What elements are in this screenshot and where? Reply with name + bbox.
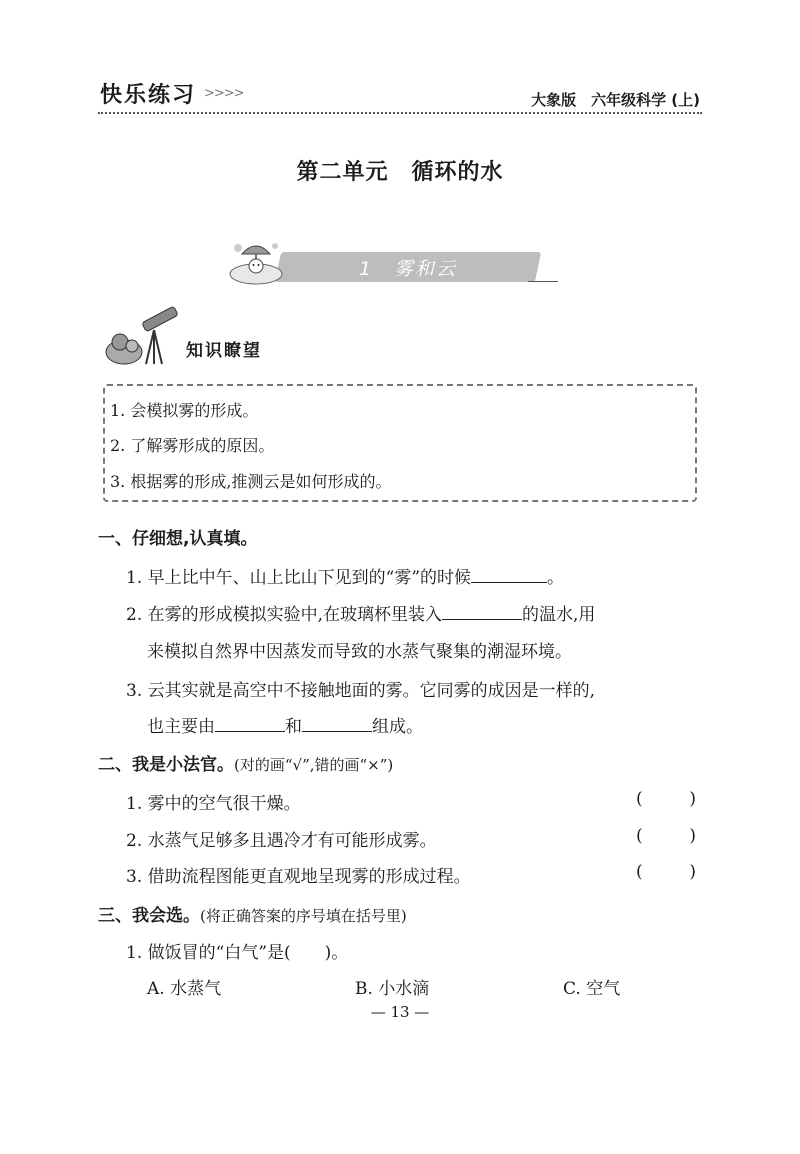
question-text: 。	[547, 568, 565, 588]
paren-close: )	[689, 789, 696, 809]
banner-underline	[528, 281, 558, 282]
paren-open: (	[636, 826, 643, 846]
paren-close: )	[689, 826, 696, 846]
part2-title: 二、我是小法官。	[98, 755, 234, 775]
edition-label: 大象版 六年级科学 (上)	[531, 91, 700, 109]
header-divider	[98, 112, 702, 114]
telescope-icon	[102, 306, 182, 368]
part1-heading: 一、仔细想,认真填。	[98, 529, 258, 549]
unit-title: 第二单元 循环的水	[296, 160, 504, 185]
paren-open: (	[636, 789, 643, 809]
part3-heading	[98, 901, 407, 926]
series-arrows: >>>>	[204, 86, 244, 101]
part3-title: 三、我会选。	[98, 906, 200, 926]
question-1-2	[126, 600, 595, 625]
judge-item: 3. 借助流程图能更直观地呈现雾的形成过程。	[126, 867, 471, 887]
cloud-mascot-icon	[228, 236, 284, 286]
question-text: 和	[285, 717, 302, 737]
question-text: 的温水,用	[522, 605, 596, 625]
question-1-1	[126, 563, 564, 588]
question-text: 也主要由	[147, 717, 215, 737]
judge-item: 2. 水蒸气足够多且遇冷才有可能形成雾。	[126, 831, 437, 851]
answer-blank[interactable]	[442, 601, 522, 620]
judge-item: 1. 雾中的空气很干燥。	[126, 794, 301, 814]
question-text: 3. 云其实就是高空中不接触地面的雾。它同雾的成因是一样的,	[126, 681, 596, 701]
question-text: 组成。	[372, 717, 423, 737]
paren-close: )	[689, 862, 696, 882]
page-number: — 13 —	[370, 1003, 430, 1021]
part3-note: (将正确答案的序号填在括号里)	[200, 907, 407, 925]
option-c[interactable]: C. 空气	[563, 979, 621, 999]
question-text: 1. 早上比中午、山上比山下见到的“雾”的时候	[126, 568, 472, 588]
answer-parentheses[interactable]	[636, 789, 696, 809]
answer-parentheses[interactable]	[636, 862, 696, 882]
series-title: 快乐练习	[100, 83, 197, 108]
lesson-banner	[228, 232, 568, 288]
part2-heading	[98, 750, 393, 775]
part2-note: (对的画“√”,错的画“×”)	[234, 756, 394, 774]
section-tag: 知识瞭望	[186, 341, 262, 361]
question-text: 来模拟自然界中因蒸发而导致的水蒸气聚集的潮湿环境。	[147, 642, 572, 662]
answer-parentheses[interactable]	[636, 826, 696, 846]
option-a[interactable]: A. 水蒸气	[147, 979, 222, 999]
answer-blank[interactable]	[302, 713, 372, 732]
objective-item: 3. 根据雾的形成,推测云是如何形成的。	[110, 472, 392, 491]
question-text: 2. 在雾的形成模拟实验中,在玻璃杯里装入	[126, 605, 443, 625]
option-b[interactable]: B. 小水滴	[355, 979, 430, 999]
paren-open: (	[636, 862, 643, 882]
choice-question: 1. 做饭冒的“白气”是( )。	[126, 943, 349, 963]
question-1-3	[147, 712, 423, 737]
lesson-title: 1 雾和云	[358, 258, 458, 280]
objective-item: 1. 会模拟雾的形成。	[110, 401, 259, 420]
answer-blank[interactable]	[471, 564, 547, 583]
answer-blank[interactable]	[215, 713, 285, 732]
objective-item: 2. 了解雾形成的原因。	[110, 436, 275, 455]
